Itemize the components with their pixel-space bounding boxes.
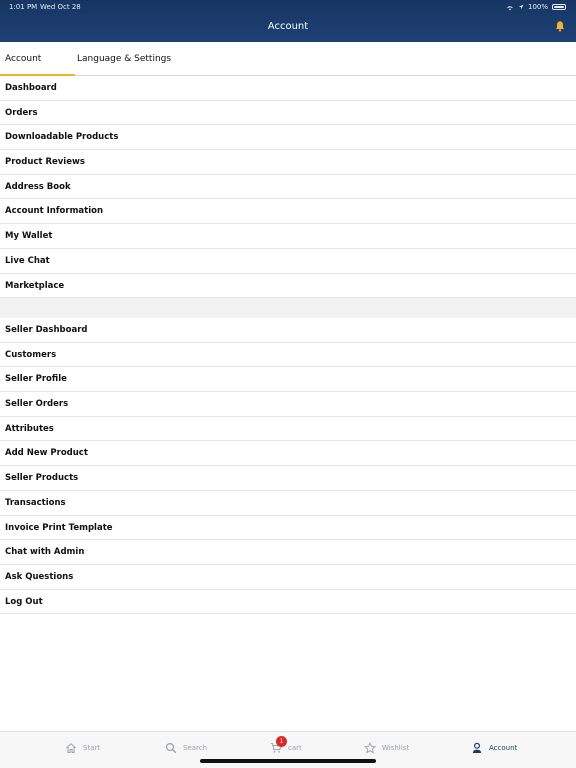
menu-item-ask-questions[interactable]: Ask Questions (0, 565, 576, 590)
section-separator (0, 298, 576, 318)
menu-item-account-information[interactable]: Account Information (0, 199, 576, 224)
top-bar (0, 0, 576, 42)
tab-language-settings[interactable]: Language & Settings (77, 54, 172, 64)
location-arrow-icon (518, 4, 524, 10)
battery-icon (552, 4, 566, 10)
menu-item-downloadable-products[interactable]: Downloadable Products (0, 125, 576, 150)
menu-item-live-chat[interactable]: Live Chat (0, 249, 576, 274)
menu-item-my-wallet[interactable]: My Wallet (0, 224, 576, 249)
menu-item-attributes[interactable]: Attributes (0, 417, 576, 442)
tab-account[interactable]: Account (0, 42, 75, 76)
cart-icon-wrap (270, 738, 284, 754)
tab-bar (0, 42, 576, 76)
menu-item-product-reviews[interactable]: Product Reviews (0, 150, 576, 175)
menu-item-seller-profile[interactable]: Seller Profile (0, 367, 576, 392)
nav-search-label: Search (183, 744, 208, 752)
bell-icon[interactable] (554, 20, 566, 32)
menu-item-marketplace[interactable]: Marketplace (0, 274, 576, 299)
search-icon (165, 742, 177, 754)
menu-item-address-book[interactable]: Address Book (0, 175, 576, 200)
star-icon (364, 742, 376, 754)
menu-item-invoice-print-template[interactable]: Invoice Print Template (0, 516, 576, 541)
cart-badge: 1 (276, 736, 287, 747)
wifi-icon (506, 4, 514, 11)
home-indicator (200, 759, 376, 763)
status-date: Wed Oct 28 (40, 3, 81, 11)
status-time: 1:01 PM (9, 3, 38, 11)
nav-cart[interactable] (270, 740, 302, 756)
nav-start-label: Start (83, 744, 101, 752)
nav-search[interactable] (165, 740, 207, 756)
account-menu (0, 76, 576, 298)
menu-item-seller-orders[interactable]: Seller Orders (0, 392, 576, 417)
menu-item-log-out[interactable]: Log Out (0, 590, 576, 615)
battery-percent: 100% (527, 3, 548, 11)
page-title: Account (267, 21, 309, 32)
nav-start[interactable] (65, 740, 100, 756)
seller-menu (0, 318, 576, 614)
status-bar (0, 3, 576, 13)
nav-account[interactable] (471, 740, 517, 756)
home-icon (65, 742, 77, 754)
nav-cart-label: cart (288, 744, 302, 752)
nav-wishlist-label: Wishlist (382, 744, 410, 752)
menu-item-dashboard[interactable]: Dashboard (0, 76, 576, 101)
nav-wishlist[interactable] (364, 740, 409, 756)
status-right (506, 3, 566, 11)
menu-item-chat-with-admin[interactable]: Chat with Admin (0, 540, 576, 565)
menu-item-orders[interactable]: Orders (0, 101, 576, 126)
user-icon (471, 742, 483, 754)
menu-item-seller-products[interactable]: Seller Products (0, 466, 576, 491)
nav-account-label: Account (489, 744, 518, 752)
menu-item-add-new-product[interactable]: Add New Product (0, 441, 576, 466)
menu-item-customers[interactable]: Customers (0, 343, 576, 368)
menu-item-seller-dashboard[interactable]: Seller Dashboard (0, 318, 576, 343)
menu-item-transactions[interactable]: Transactions (0, 491, 576, 516)
